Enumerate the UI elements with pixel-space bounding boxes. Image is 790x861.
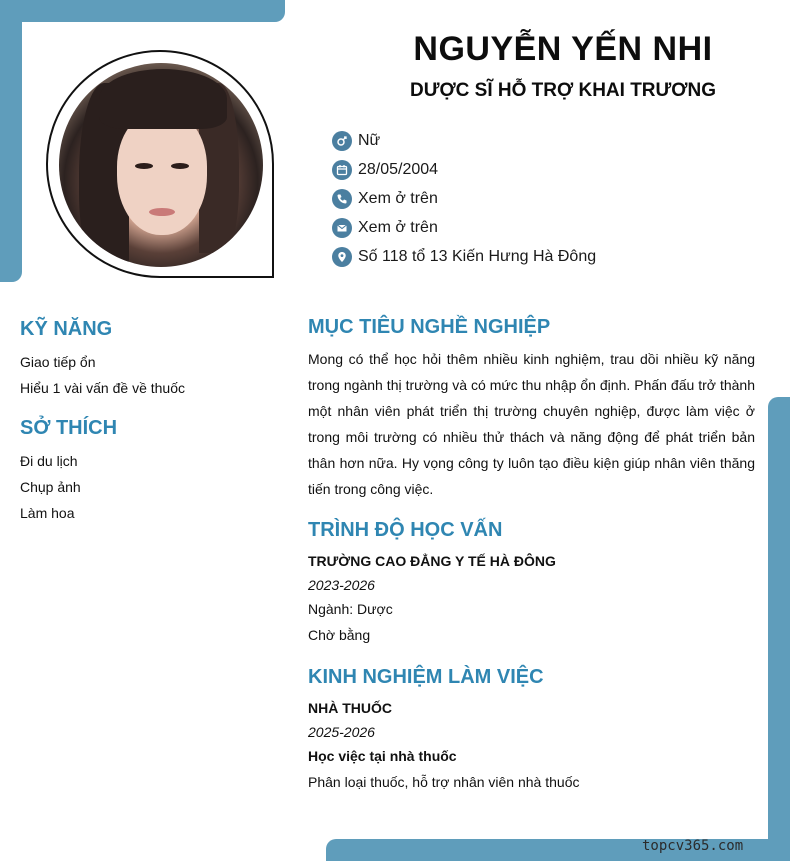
decor-top-bar (0, 0, 285, 22)
phone-icon (332, 189, 352, 209)
education-title: TRÌNH ĐỘ HỌC VẤN (308, 519, 503, 541)
mail-icon (332, 218, 352, 238)
experience-title: KINH NGHIỆM LÀM VIỆC (308, 666, 544, 688)
objective-title: MỤC TIÊU NGHỀ NGHIỆP (308, 316, 551, 338)
skill-item: Hiểu 1 vài vấn đề về thuốc (20, 380, 185, 396)
decor-left-bar (0, 0, 22, 282)
contact-gender-text: Nữ (358, 132, 381, 149)
profile-photo (59, 63, 263, 267)
education-period: 2023-2026 (308, 577, 375, 593)
contact-email-text: Xem ở trên (358, 219, 438, 236)
contact-birthday-text: 28/05/2004 (358, 161, 439, 178)
objective-text: Mong có thể học hỏi thêm nhiều kinh nghiệm, trau dồi nhiều kỹ năng trong ngành thị trường và có mức thu nhập ổn định. Phấn đấu trở thành một nhân viên phát triển thị trường chuyên nghiệp, được làm việc ở trong môi trường có nhiều thử thách và năng động để phát triển bản thân hơn nữa. Hy vọng công ty luôn tạo điều kiện giúp nhân viên thăng tiến trong công việc. (308, 351, 755, 497)
contact-birthday (332, 159, 438, 181)
decor-right-bar (768, 397, 790, 861)
hobby-item: Đi du lịch (20, 453, 78, 469)
experience-role: Học việc tại nhà thuốc (308, 748, 457, 764)
candidate-name: NGUYỄN YẾN NHI (413, 30, 713, 68)
contact-address-text: Số 118 tổ 13 Kiến Hưng Hà Đông (358, 248, 597, 265)
hobbies-title: SỞ THÍCH (20, 417, 118, 439)
job-title: DƯỢC SĨ HỖ TRỢ KHAI TRƯƠNG (409, 80, 717, 101)
education-status: Chờ bằng (308, 627, 371, 643)
contact-phone (332, 188, 438, 210)
watermark: topcv365.com (642, 838, 744, 854)
skill-item: Giao tiếp ổn (20, 354, 96, 370)
location-pin-icon (332, 247, 352, 267)
contact-address (332, 246, 596, 268)
contact-email (332, 217, 438, 239)
calendar-icon (332, 160, 352, 180)
hobby-item: Chụp ảnh (20, 479, 81, 495)
hobby-item: Làm hoa (20, 505, 75, 521)
education-major: Ngành: Dược (308, 601, 393, 617)
contact-phone-text: Xem ở trên (358, 190, 438, 207)
contact-gender (332, 130, 380, 152)
skills-title: KỸ NĂNG (20, 318, 113, 340)
experience-company: NHÀ THUỐC (308, 700, 392, 716)
gender-icon (332, 131, 352, 151)
experience-description: Phân loại thuốc, hỗ trợ nhân viên nhà thuốc (308, 774, 580, 790)
profile-photo-frame (46, 50, 274, 278)
education-school: TRƯỜNG CAO ĐẲNG Y TẾ HÀ ĐÔNG (308, 553, 556, 569)
experience-period: 2025-2026 (308, 724, 375, 740)
